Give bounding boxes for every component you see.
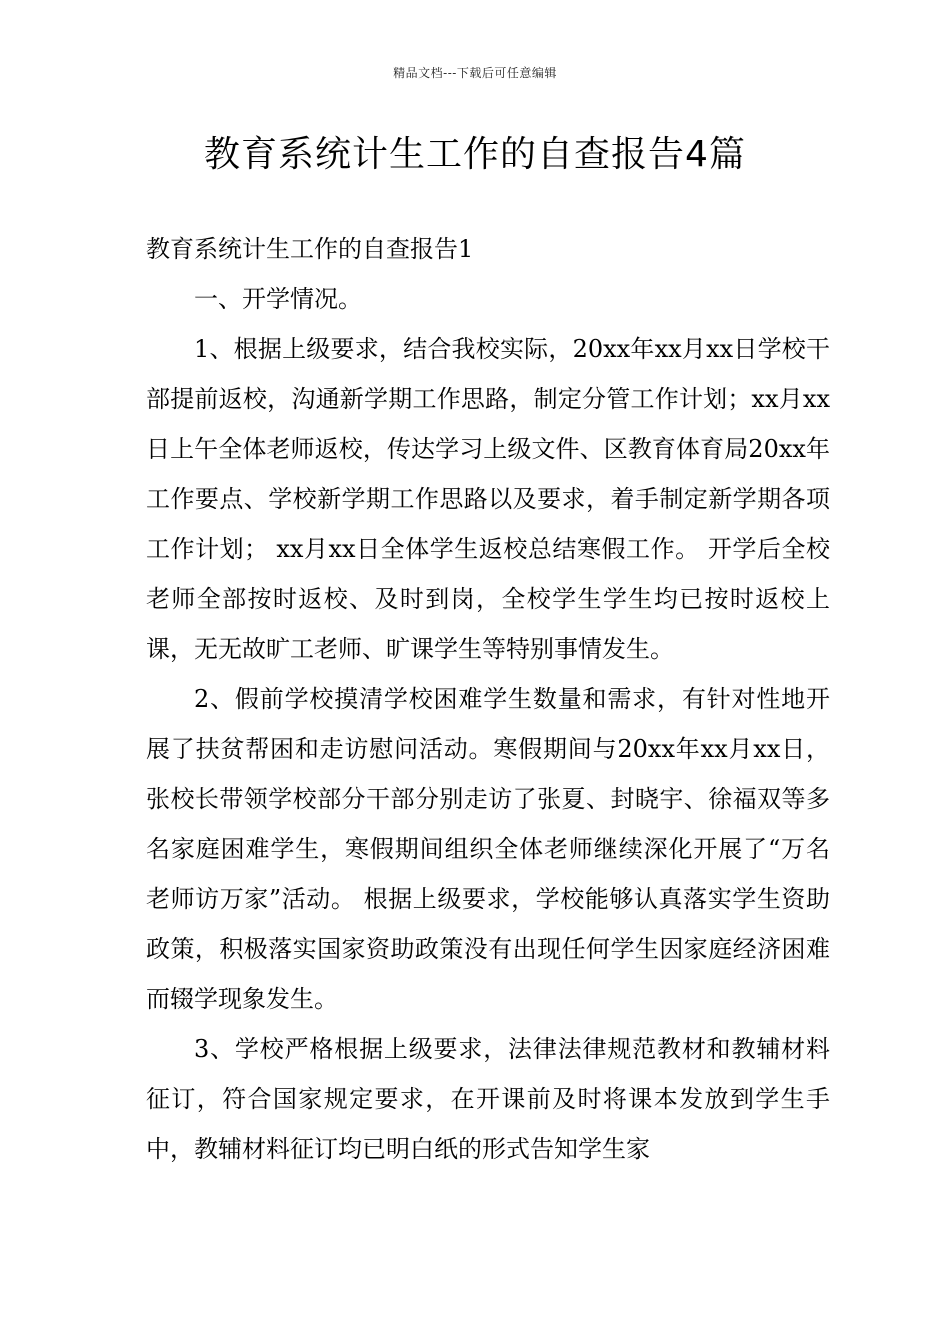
paragraph-2: 2、假前学校摸清学校困难学生数量和需求，有针对性地开展了扶贫帮困和走访慰问活动。寒假期间与20xx年xx月xx日，张校长带领学校部分干部分别走访了张夏、封晓宇、徐福双等多名家庭困难学生，寒假期间组织全体老师继续深化开展了“万名老师访万家”活动。 根据上级要求，学校能够认真落实学生资助政策，积极落实国家资助政策没有出现任何学生因家庭经济困难而辍学现象发生。: [146, 685, 830, 1013]
paragraph-1: 1、根据上级要求，结合我校实际，20xx年xx月xx日学校干部提前返校，沟通新学期工作思路，制定分管工作计划；xx月xx日上午全体老师返校，传达学习上级文件、区教育体育局20xx年工作要点、学校新学期工作思路以及要求，着手制定新学期各项工作计划； xx月xx日全体学生返校总结寒假工作。 开学后全校老师全部按时返校、及时到岗，全校学生学生均已按时返校上课，无无故旷工老师、旷课学生等特别事情发生。: [146, 335, 830, 663]
report-subtitle: 教育系统计生工作的自查报告1: [146, 235, 474, 263]
section-heading: 一、开学情况。: [194, 285, 362, 313]
document-title: 教育系统计生工作的自查报告4篇: [204, 134, 746, 175]
document-body: [146, 224, 830, 1174]
paragraph-3: 3、学校严格根据上级要求，法律法律规范教材和教辅材料征订，符合国家规定要求，在开课前及时将课本发放到学生手中，教辅材料征订均已明白纸的形式告知学生家: [146, 1035, 830, 1163]
header-note: 精品文档---下载后可任意编辑: [393, 66, 557, 80]
